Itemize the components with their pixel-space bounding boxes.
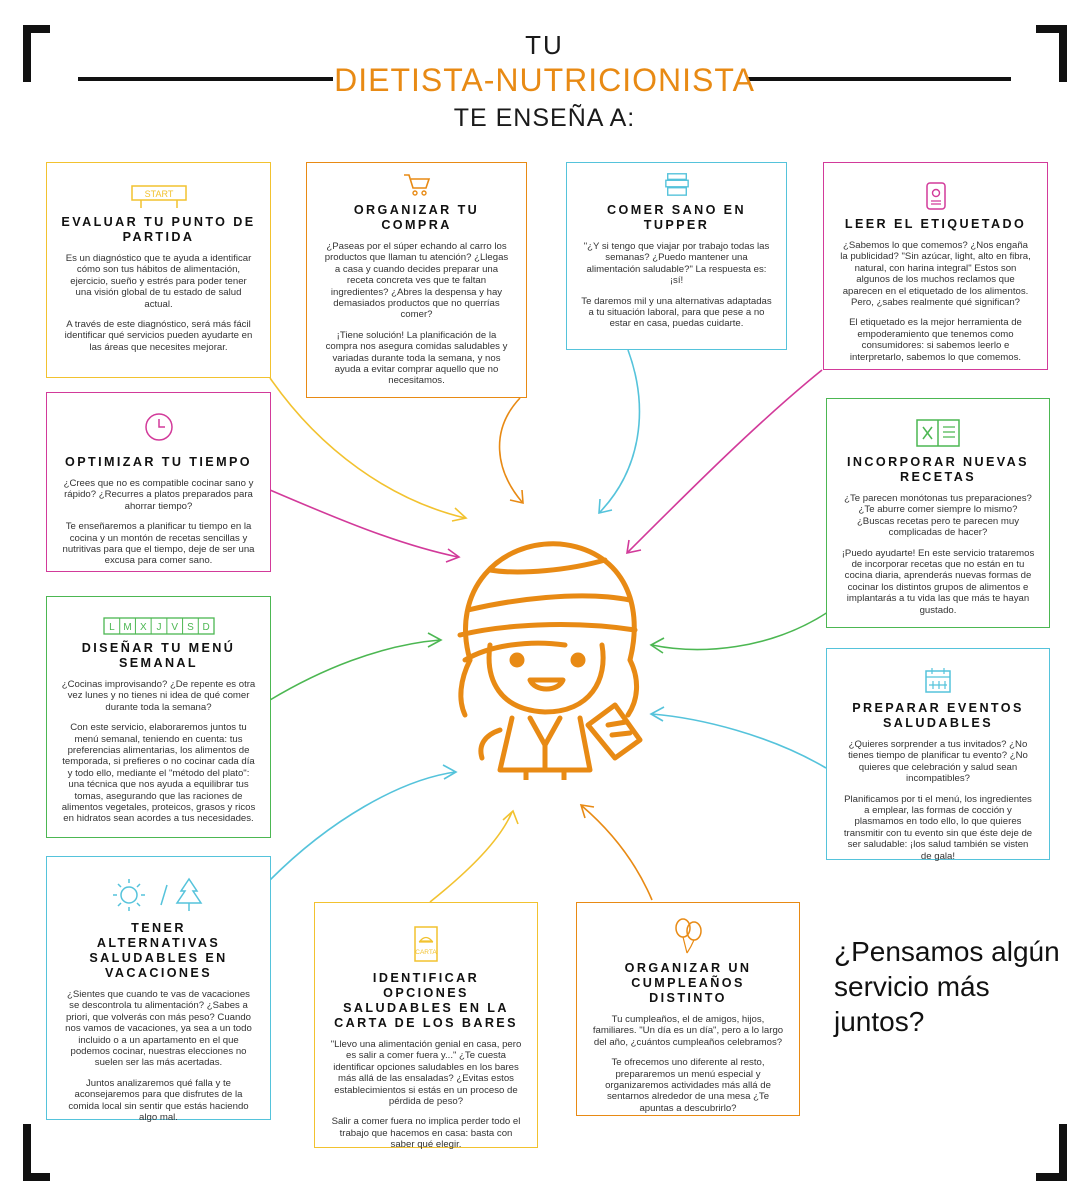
closing-question: ¿Pensamos algún servicio más juntos? (834, 936, 1060, 1037)
tupper-icon (662, 171, 692, 197)
header-line-3: TE ENSEÑA A: (453, 104, 636, 132)
box-title: LEER EL ETIQUETADO (844, 217, 1027, 231)
box-compra (306, 162, 527, 398)
box-title: IDENTIFICAR OPCIONES SALUDABLES EN LA CARTA DE LOS BARES (334, 971, 518, 1030)
box-text: "Llevo una alimentación genial en casa, pero es salir a comer fuera y..." ¿Te cuesta identificar opciones saludables en los bares más allá de las ensaladas? ¿Evitas estos establecimientos si estás en un proceso de pérdida de peso? (330, 1039, 522, 1108)
box-tupper (566, 162, 787, 350)
box-text: A través de este diagnóstico, será más fácil identificar qué servicios pueden ayudarte en las áreas que necesites mejorar. (64, 319, 253, 353)
balloons-icon (671, 917, 705, 955)
start-sign-label: START (144, 189, 173, 199)
box-vacaciones (46, 856, 271, 1124)
header-title: DIETISTA-NUTRICIONISTA (334, 62, 755, 98)
start-sign-icon (129, 183, 189, 209)
menu-card-icon (411, 925, 441, 965)
box-bares (314, 902, 538, 1151)
arrow-vacaciones (270, 772, 455, 880)
box-title: TENER ALTERNATIVAS SALUDABLES EN VACACIONES (89, 921, 228, 980)
box-text: ¿Te parecen monótonas tus preparaciones? ¿Te aburre comer siempre lo mismo? ¿Buscas recetas pero te parecen muy complicadas de hacer? (844, 493, 1032, 539)
box-text: ¿Paseas por el súper echando al carro los productos que llaman tu atención? ¿Llegas a casa y cuando decides preparar una receta concreta ves que te faltan ingredientes? ¿Abres la despensa y hay demasiados productos que no querrías comer? (324, 241, 509, 321)
box-text: Salir a comer fuera no implica perder todo el trabajo que hacemos en casa: basta con saber qué elegir. (331, 1116, 521, 1151)
sun-tree-icon (109, 875, 209, 915)
box-text: Planificamos por ti el menú, los ingredientes a emplear, las formas de cocción y plasmamos en todo ello, lo que quieres transmitir con tu evento sin que éste deje de ser saludable: ¡los salud también se visten de gala! (843, 793, 1033, 862)
box-title: OPTIMIZAR TU TIEMPO (65, 455, 252, 469)
arrow-etiquetado (628, 370, 822, 552)
box-text: Es un diagnóstico que te ayuda a identificar cómo son tus hábitos de alimentación, ejercicio, sueño y estrés para poder tener una visión global de tu estado de salud actual. (65, 253, 252, 310)
arrow-eventos (652, 714, 826, 768)
box-text: El etiquetado es la mejor herramienta de empoderamiento que tenemos como consumidores: si sabemos leerlo e interpretarlo, sabemos lo que comemos. (849, 317, 1022, 363)
box-text: ¿Crees que no es compatible cocinar sano y rápido? ¿Recurres a platos preparados para ahorrar tiempo? (63, 478, 254, 512)
box-text: Te daremos mil y una alternativas adaptadas a tu situación laboral, para que pese a no estar en casa, puedas cuidarte. (581, 295, 772, 330)
box-text: Con este servicio, elaboraremos juntos tu menú semanal, teniendo en cuenta: tus preferencias alimentarias, los alimentos de temporada, si prefieres o no cocinar cada día y todo ello, mediante el "método del plato": una técnica que nos ayuda a equilibrar tus tomas, asegurando que las raciones de alimentos vegetales, proteicos, grasos y ricos en hidratos sean acordes a tus necesidades. (61, 722, 256, 825)
day-label: D (202, 622, 210, 633)
box-text: Tu cumpleaños, el de amigos, hijos, familiares. "Un día es un día", pero a lo largo del año, ¿cuántos cumpleaños celebramos? (592, 1014, 784, 1048)
header-line-1: TU (525, 30, 564, 60)
box-title: PREPARAR EVENTOS SALUDABLES (852, 701, 1024, 730)
box-text: ¡Puedo ayudarte! En este servicio trataremos de incorporar recetas que no están en tu cocina diaria, aprenderás nuevas formas de cocinar los distintos grupos de alimentos e implantarás a tu vida las que más te hayan gustado. (841, 547, 1035, 616)
recipe-book-icon (915, 417, 961, 449)
arrow-bares-head (503, 811, 518, 824)
day-label: S (186, 622, 194, 633)
arrow-menu (270, 640, 440, 700)
day-label: X (139, 622, 147, 633)
box-recetas (826, 398, 1050, 628)
menu-card-label: CARTA (415, 949, 437, 956)
arrow-tupper (600, 350, 639, 512)
arrow-recetas (652, 612, 828, 649)
day-label: M (122, 622, 132, 633)
food-label-icon (923, 181, 949, 211)
day-label: L (108, 622, 115, 633)
arrow-evaluar (270, 378, 465, 518)
box-tiempo (46, 392, 271, 572)
box-etiquetado (823, 162, 1048, 370)
box-text: ¡Tiene solución! La planificación de la compra nos asegura comidas saludables y variadas durante toda la semana, y nos ayuda a evitar comprar aquello que no necesitamos. (325, 329, 508, 387)
arrow-compra (500, 398, 522, 502)
box-title: EVALUAR TU PUNTO DE PARTIDA (61, 215, 256, 244)
arrow-bares (430, 812, 512, 902)
box-eventos (826, 648, 1050, 860)
box-text: ¿Quieres sorprender a tus invitados? ¿No tienes tiempo de planificar tu evento? ¿No quieres que celebración y salud sean incompatibles? (848, 739, 1028, 785)
arrow-cumple (582, 806, 652, 900)
dietitian-mascot-illustration (430, 530, 660, 780)
week-days-icon (103, 617, 215, 635)
box-title: ORGANIZAR TU COMPRA (353, 203, 480, 232)
box-text: ¿Cocinas improvisando? ¿De repente es otra vez lunes y no tienes ni idea de qué comer durante toda la semana? (61, 679, 256, 713)
calendar-icon (923, 665, 953, 695)
box-text: Juntos analizaremos qué falla y te aconsejaremos para que disfrutes de la comida local sin sentir que estás haciendo algo mal. (68, 1077, 249, 1124)
day-label: J (156, 622, 161, 633)
box-menu (46, 596, 271, 838)
box-text: ¿Sientes que cuando te vas de vacaciones se descontrola tu alimentación? ¿Sabes a priori, que volverás con más peso? Cuando nos vamos de vacaciones, ya sea a un todo incluido o a un apartamento en el que podemos cocinar, nuestras elecciones no suelen ser las más acertadas. (65, 989, 252, 1069)
box-text: ¿Sabemos lo que comemos? ¿Nos engaña la publicidad? "Sin azúcar, light, alto en fibra, natural, con harina integral" Estos son algunos de los muchos reclamos que aparecen en el etiquetado de los alimentos. Pero, ¿sabes realmente qué significan? (840, 240, 1031, 309)
box-text: Te ofrecemos uno diferente al resto, prepararemos un menú especial y organizaremos actividades más allá de sentarnos alrededor de una mesa ¿Te apuntas a descubrirlo? (605, 1057, 771, 1114)
box-title: ORGANIZAR UN CUMPLEAÑOS DISTINTO (624, 961, 752, 1005)
box-text: "¿Y si tengo que viajar por trabajo todas las semanas? ¿Puedo mantener una alimentación saludable?" La respuesta es: ¡sí! (583, 241, 770, 287)
shopping-cart-icon (402, 171, 432, 197)
clock-icon (143, 411, 175, 443)
box-title: COMER SANO EN TUPPER (607, 203, 746, 232)
day-label: V (170, 622, 178, 633)
box-title: DISEÑAR TU MENÚ SEMANAL (81, 641, 236, 670)
box-text: Te enseñaremos a planificar tu tiempo en la cocina y un montón de recetas sencillas y nutritivas para que el tiempo, deje de ser una excusa para comer sano. (62, 521, 255, 567)
box-title: INCORPORAR NUEVAS RECETAS (847, 455, 1029, 484)
box-cumple (576, 902, 800, 1116)
box-evaluar (46, 162, 271, 378)
